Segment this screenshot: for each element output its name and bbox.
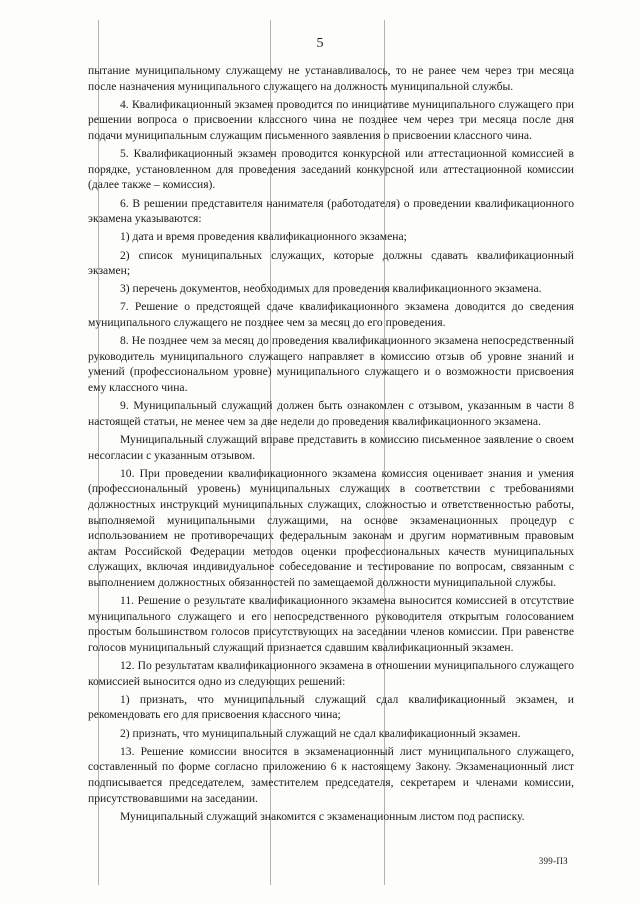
paragraph: Муниципальный служащий знакомится с экзаменационным листом под расписку. (120, 809, 525, 823)
paragraph: 5. Квалификационный экзамен проводится конкурсной или аттестационной комиссией в порядке, установленном для проведения заседаний конкурсной или аттестационной комиссии (далее также – комиссия). (88, 147, 574, 192)
paragraph: 9. Муниципальный служащий должен быть ознакомлен с отзывом, указанным в части 8 настоящей статьи, не менее чем за две недели до проведения квалификационного экзамена. (88, 399, 574, 428)
document-body (88, 63, 574, 827)
paragraph: 1) признать, что муниципальный служащий сдал квалификационный экзамен, и рекомендовать его для присвоения классного чина; (88, 692, 574, 722)
paragraph: Муниципальный служащий вправе представить в комиссию письменное заявление о своем несогласии с указанным отзывом. (88, 433, 574, 462)
paragraph: 8. Не позднее чем за месяц до проведения квалификационного экзамена непосредственный руководитель муниципального служащего направляет в комиссию отзыв об уровне знаний и умений (профессиональном уровне) муниципального служащего и о возможности присвоения ему классного чина. (88, 334, 574, 395)
paragraph: 11. Решение о результате квалификационного экзамена выносится комиссией в отсутствие муниципального служащего и его непосредственного руководителя открытым голосованием простым большинством голосов присутствующих на заседании членов комиссии. При равенстве голосов муниципальный служащий признается сдавшим квалификационный экзамен. (88, 594, 574, 654)
page-number: 5 (316, 36, 324, 51)
paragraph: 7. Решение о предстоящей сдаче квалификационного экзамена доводится до сведения муниципального служащего не позднее чем за месяц до его проведения. (88, 300, 574, 330)
paragraph: 3) перечень документов, необходимых для проведения квалификационного экзамена. (120, 282, 542, 296)
paragraph: пытание муниципальному служащему не устанавливалось, то не ранее чем через три месяца после назначения муниципального служащего на должность муниципальной службы. (88, 64, 574, 93)
paragraph: 2) список муниципальных служащих, которые должны сдавать квалификационный экзамен; (88, 248, 574, 278)
paragraph: 6. В решении представителя нанимателя (работодателя) о проведении квалификационного экзамена указываются: (88, 196, 574, 226)
document-code: 399-ПЗ (538, 856, 568, 866)
paragraph: 2) признать, что муниципальный служащий не сдал квалификационный экзамен. (120, 726, 521, 740)
paragraph: 1) дата и время проведения квалификационного экзамена; (120, 230, 407, 244)
paragraph: 10. При проведении квалификационного экзамена комиссия оценивает знания и умения (профессиональный уровень) муниципальных служащих в соответствии с требованиями должностных инструкций муниципальных служащих, сложностью и ответственностью работы, выполняемой муниципальными служащими, на основе экзаменационных процедур с использованием не противоречащих федеральным законам и другим нормативным правовым актам Российской Федерации методов оценки профессиональных качеств муниципальных служащих, включая индивидуальное собеседование и тестирование по вопросам, связанным с выполнением должностных обязанностей по замещаемой должности муниципальной службы. (88, 466, 574, 589)
paragraph: 4. Квалификационный экзамен проводится по инициативе муниципального служащего при решении вопроса о присвоении классного чина не позднее чем через три месяца после дня подачи муниципальным служащим письменного заявления о присвоении классного чина. (88, 97, 574, 142)
paragraph: 12. По результатам квалификационного экзамена в отношении муниципального служащего комиссией выносится одно из следующих решений: (88, 659, 574, 688)
paragraph: 13. Решение комиссии вносится в экзаменационный лист муниципального служащего, составленный по форме согласно приложению 6 к настоящему Закону. Экзаменационный лист подписывается председателем, заместителем председателя, секретарем и членами комиссии, присутствовавшими на заседании. (88, 744, 574, 805)
